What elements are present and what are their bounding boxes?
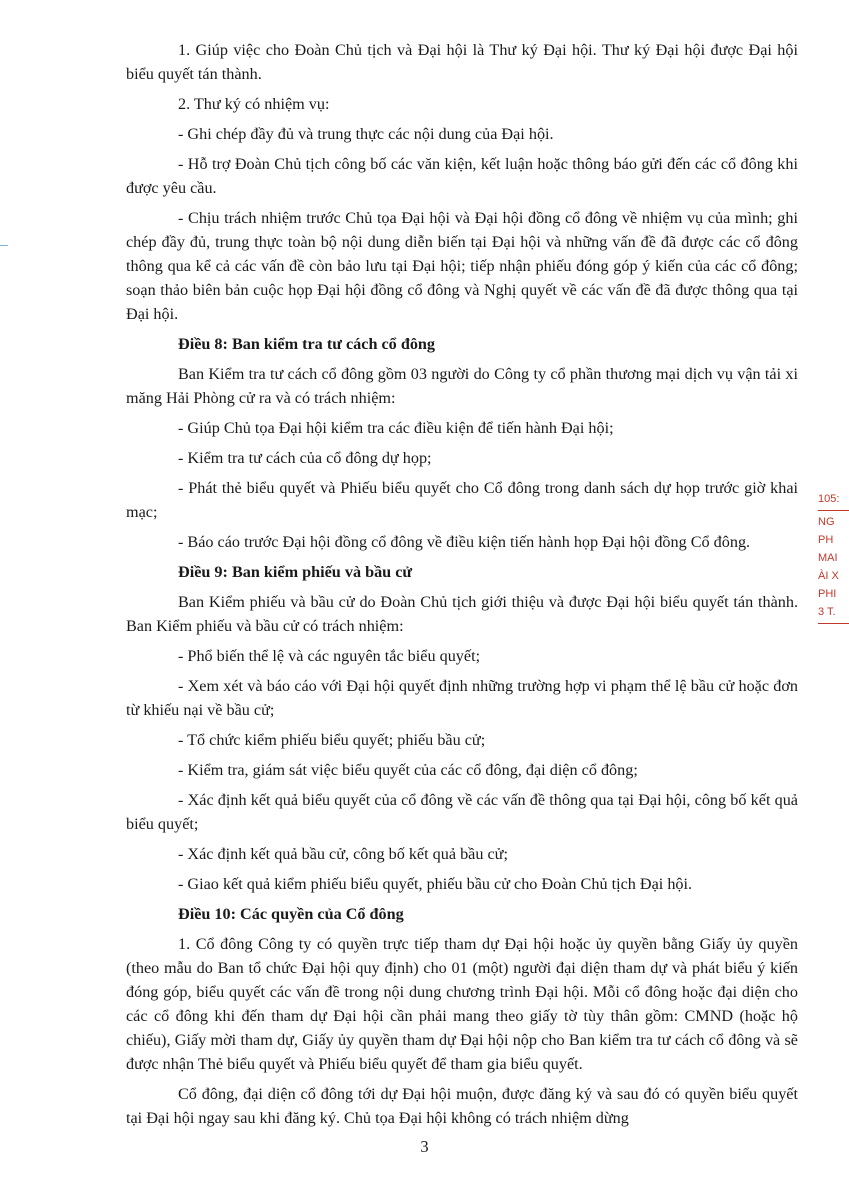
paragraph: - Chịu trách nhiệm trước Chủ tọa Đại hội và Đại hội đồng cổ đông về nhiệm vụ của mình; ghi chép đầy đủ, trung thực toàn bộ nội dung diễn biến tại Đại hội và những vấn đề đã được các cổ đông thông qua kể cả các vấn đề còn bảo lưu tại Đại hội; tiếp nhận phiếu đóng góp ý kiến của các cổ đông; soạn thảo biên bản cuộc họp Đại hội đồng cổ đông và Nghị quyết về các vấn đề đã được thông qua tại Đại hội. (126, 209, 798, 323)
stamp-text: MAI (818, 552, 838, 564)
paragraph: - Ghi chép đầy đủ và trung thực các nội dung của Đại hội. (178, 125, 554, 143)
paragraph: - Hỗ trợ Đoàn Chủ tịch công bố các văn kiện, kết luận hoặc thông báo gửi đến các cổ đông khi được yêu cầu. (126, 155, 798, 197)
section-heading: Điều 10: Các quyền của Cổ đông (178, 905, 404, 923)
paragraph: 1. Giúp việc cho Đoàn Chủ tịch và Đại hội là Thư ký Đại hội. Thư ký Đại hội được Đại hội biểu quyết tán thành. (126, 41, 798, 83)
paragraph: - Tổ chức kiểm phiếu biểu quyết; phiếu bầu cử; (178, 731, 486, 749)
paragraph: - Giao kết quả kiểm phiếu biểu quyết, phiếu bầu cử cho Đoàn Chủ tịch Đại hội. (178, 875, 693, 893)
paragraph: - Kiểm tra tư cách của cổ đông dự họp; (178, 449, 432, 467)
paragraph: - Phổ biến thể lệ và các nguyên tắc biểu quyết; (178, 647, 481, 665)
stamp-text: PHI (818, 588, 837, 600)
paragraph: - Xác định kết quả bầu cử, công bố kết quả bầu cử; (178, 845, 508, 863)
paragraph: Ban Kiểm tra tư cách cổ đông gồm 03 người do Công ty cổ phần thương mại dịch vụ vận tải xi măng Hải Phòng cử ra và có trách nhiệm: (126, 365, 798, 407)
paragraph: - Giúp Chủ tọa Đại hội kiểm tra các điều kiện để tiến hành Đại hội; (178, 419, 614, 437)
paragraph: - Phát thẻ biểu quyết và Phiếu biểu quyết cho Cổ đông trong danh sách dự họp trước giờ khai mạc; (126, 479, 798, 521)
section-heading: Điều 8: Ban kiểm tra tư cách cổ đông (178, 335, 436, 353)
page-number: 3 (420, 1137, 429, 1156)
stamp-text: PH (818, 534, 834, 546)
margin-mark (0, 245, 8, 246)
paragraph: Cổ đông, đại diện cổ đông tới dự Đại hội muộn, được đăng ký và sau đó có quyền biểu quyết tại Đại hội ngay sau khi đăng ký. Chủ tọa Đại hội không có trách nhiệm dừng (126, 1085, 798, 1127)
paragraph: - Xác định kết quả biểu quyết của cổ đông về các vấn đề thông qua tại Đại hội, công bố kết quả biểu quyết; (126, 791, 798, 833)
paragraph: 1. Cổ đông Công ty có quyền trực tiếp tham dự Đại hội hoặc ủy quyền bằng Giấy ủy quyền (theo mẫu do Ban tổ chức Đại hội quy định) cho 01 (một) người đại diện tham dự và phát biểu ý kiến đóng góp, biểu quyết các vấn đề trong nội dung chương trình Đại hội. Mỗi cổ đông hoặc đại diện cho các cổ đông khi đến tham dự Đại hội cần phải mang theo giấy tờ tùy thân gồm: CMND (hoặc hộ chiếu), Giấy mời tham dự, Giấy ủy quyền tham dự Đại hội nộp cho Ban kiểm tra tư cách cổ đông và sẽ được nhận Thẻ biểu quyết và Phiếu biểu quyết để tham gia biểu quyết. (126, 935, 798, 1073)
stamp-rule (818, 623, 849, 624)
stamp-text: 105: (818, 493, 840, 505)
paragraph: - Báo cáo trước Đại hội đồng cổ đông về điều kiện tiến hành họp Đại hội đồng Cổ đông. (178, 533, 751, 551)
red-stamp-fragment (818, 490, 849, 650)
document-body (126, 38, 798, 1136)
stamp-text: ÀI X (818, 570, 839, 582)
stamp-text: 3 T. (818, 606, 836, 618)
paragraph: 2. Thư ký có nhiệm vụ: (178, 95, 330, 113)
section-heading: Điều 9: Ban kiểm phiếu và bầu cử (178, 563, 413, 581)
paragraph: - Xem xét và báo cáo với Đại hội quyết định những trường hợp vi phạm thể lệ bầu cử hoặc đơn từ khiếu nại về bầu cử; (126, 677, 798, 719)
paragraph: - Kiểm tra, giám sát việc biểu quyết của các cổ đông, đại diện cổ đông; (178, 761, 638, 779)
stamp-text: NG (818, 516, 835, 528)
stamp-rule (818, 510, 849, 511)
paragraph: Ban Kiểm phiếu và bầu cử do Đoàn Chủ tịch giới thiệu và được Đại hội biểu quyết tán thành. Ban Kiểm phiếu và bầu cử có trách nhiệm: (126, 593, 798, 635)
